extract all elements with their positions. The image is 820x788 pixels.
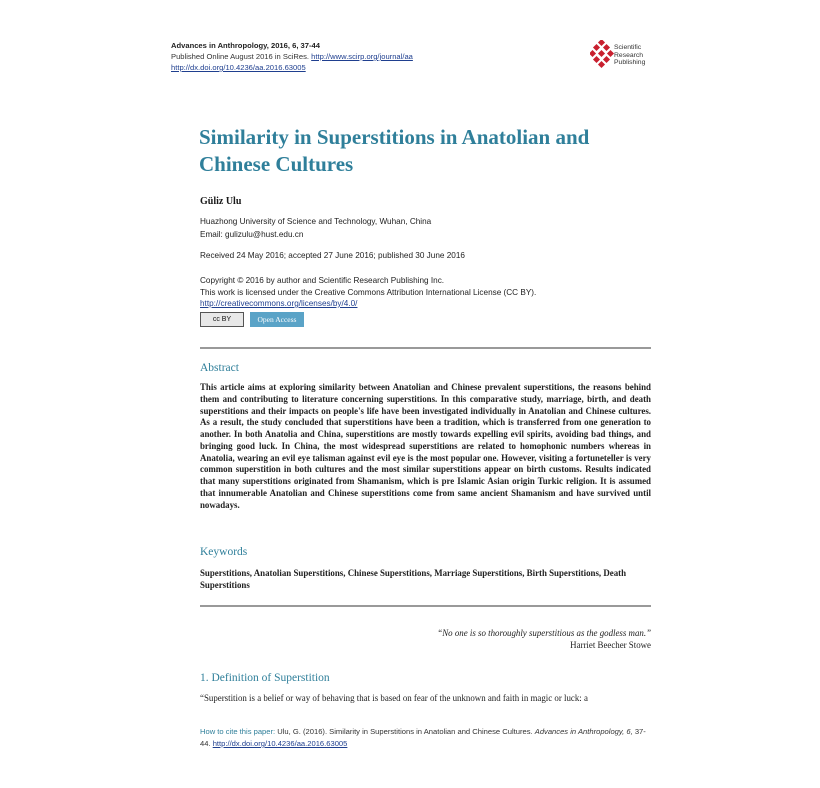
cite-pages: 37-44. [200,727,646,748]
title-line-2: Chinese Cultures [199,152,354,176]
affiliation-block [200,215,431,241]
affiliation: Huazhong University of Science and Technology, Wuhan, China [200,217,432,226]
divider-top [200,347,651,349]
title-line-1: Similarity in Superstitions in Anatolian and [199,125,590,149]
journal-url-link[interactable]: http://www.scirp.org/journal/aa [311,52,413,61]
copyright-block [200,275,536,310]
article-title [199,124,659,178]
copyright-line: Copyright © 2016 by author and Scientific Research Publishing Inc. [200,276,445,285]
author-email: Email: gulizulu@hust.edu.cn [200,230,304,239]
journal-citation: Advances in Anthropology, 2016, 6, 37-44 [171,41,320,50]
cite-text: Ulu, G. (2016). Similarity in Superstitions in Anatolian and Chinese Cultures. [277,727,533,736]
author-name: Güliz Ulu [200,196,242,207]
header-doi-link[interactable]: http://dx.doi.org/10.4236/aa.2016.63005 [171,63,306,72]
header-doi-line [171,62,413,73]
how-to-cite [200,726,651,750]
cite-journal: Advances in Anthropology, 6, [534,727,633,736]
open-access-badge[interactable]: Open Access [250,312,304,327]
keywords-text: Superstitions, Anatolian Superstitions, Chinese Superstitions, Marriage Superstitions, Birth Superstitions, Death Superstitions [200,568,627,590]
publisher-name [614,44,645,67]
journal-header [171,40,413,73]
epigraph [300,627,651,651]
publisher-name-line2: Research [614,51,644,59]
abstract-heading: Abstract [200,362,239,374]
publisher-name-line1: Scientific [614,44,642,51]
keywords-heading: Keywords [200,546,248,558]
epigraph-attribution: Harriet Beecher Stowe [570,640,651,650]
publisher-name-line3: Publishing [614,59,646,67]
published-prefix: Published Online August 2016 in SciRes. [171,52,310,61]
divider-bottom [200,605,651,607]
cite-label: How to cite this paper: [200,727,276,736]
cite-doi-link[interactable]: http://dx.doi.org/10.4236/aa.2016.63005 [212,739,348,748]
section-body-first-line: “Superstition is a belief or way of behaving that is based on fear of the unknown and faith in magic or luck: a [200,693,588,703]
published-line [171,51,413,62]
section-heading: 1. Definition of Superstition [200,672,330,684]
epigraph-quote: “No one is so thoroughly superstitious as the godless man.” [437,628,651,638]
cc-by-icon[interactable]: cc BY [200,312,244,327]
license-line: This work is licensed under the Creative Commons Attribution International License (CC BY). [200,287,537,297]
received-dates: Received 24 May 2016; accepted 27 June 2016; published 30 June 2016 [200,251,465,260]
license-link[interactable]: http://creativecommons.org/licenses/by/4.0/ [200,299,358,308]
abstract-text: This article aims at exploring similarity between Anatolian and Chinese prevalent superstitions, the reasons behind them and contributing to literature concerning superstitions. In this comparative study, marriage, birth, and death superstitions and their impacts on people's life have been investigated individually in Anatolian and Chinese cultures. As a result, the study concluded that superstitions have been a tradition, which is transferred from one generation to another. In both Anatolia and China, superstitions are mostly towards expelling evil spirits, avoiding bad things, and bringing good luck. In China, the most widespread superstitions are related to homophonic numbers whereas in Anatolia, wearing an evil eye talisman against evil eye is the most popular one. However, visiting a fortuneteller is very common superstition in both cultures and the most similar superstitions appear on birth customs. Results indicated that many superstitions originated from Shamanism, which is pre Islamic Asian origin Turkic religion. It is assumed that innumerable Anatolian and Chinese superstitions come from same ancient Shamanism and have survived until nowadays. [200,382,651,510]
